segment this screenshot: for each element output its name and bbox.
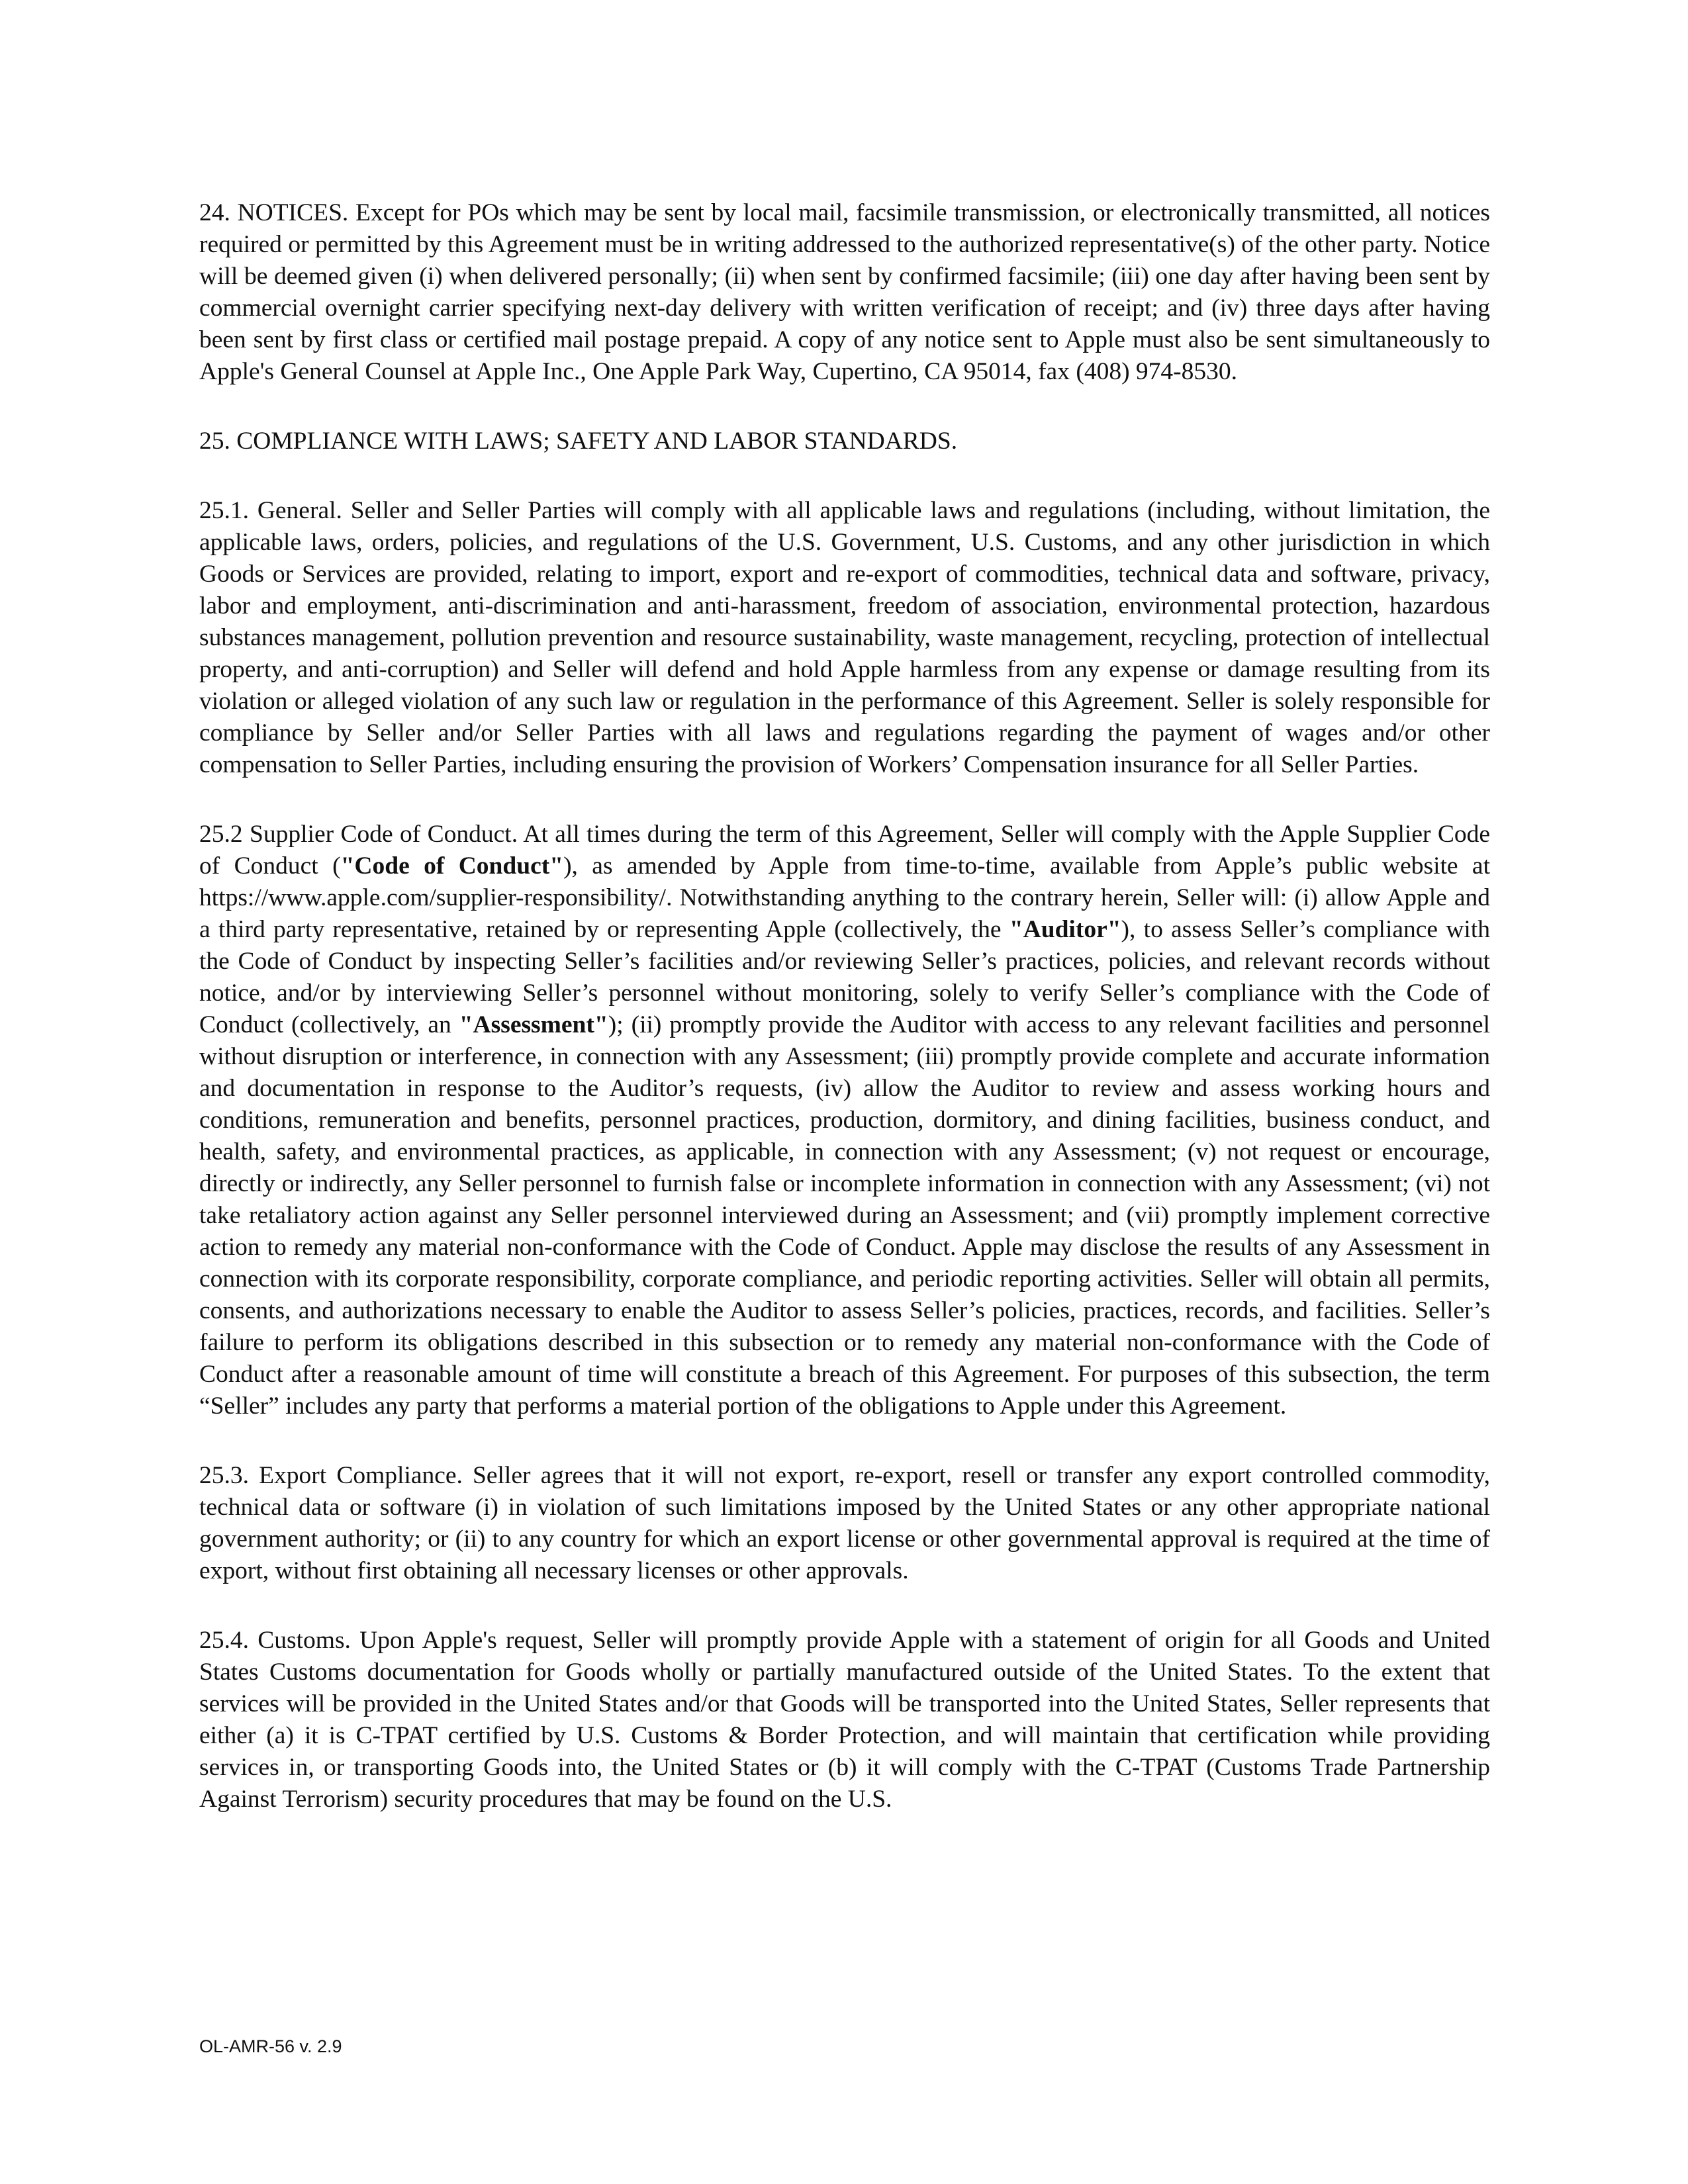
defined-term-code-of-conduct: "Code of Conduct" — [340, 852, 564, 880]
supplier-code-text-4: ); (ii) promptly provide the Auditor with access to any relevant facilities and personnel without disruption or interference, in connection with any Assessment; (iii) promptly provide complete and accurate information and documentation in response to the Auditor’s requests, (iv) allow the Auditor to review and assess working hours and conditions, remuneration and benefits, personnel practices, production, dormitory, and dining facilities, business conduct, and health, safety, and environmental practices, as applicable, in connection with any Assessment; (v) not request or encourage, directly or indirectly, any Seller personnel to furnish false or incomplete information in connection with any Assessment; (vi) not take retaliatory action against any Seller personnel interviewed during an Assessment; and (vii) promptly implement corrective action to remedy any material non-conformance with the Code of Conduct. Apple may disclose the results of any Assessment in connection with its corporate responsibility, corporate compliance, and periodic reporting activities. Seller will obtain all permits, consents, and authorizations necessary to enable the Auditor to assess Seller’s policies, practices, records, and facilities. Seller’s failure to perform its obligations described in this subsection or to remedy any material non-conformance with the Code of Conduct after a reasonable amount of time will constitute a breach of this Agreement. For purposes of this subsection, the term “Seller” includes any party that performs a material portion of the obligations to Apple under this Agreement. — [199, 1011, 1490, 1420]
section-25-4-customs: 25.4. Customs. Upon Apple's request, Seller will promptly provide Apple with a statement of origin for all Goods and United States Customs documentation for Goods wholly or partially manufactured outside of the United States. To the extent that services will be provided in the United States and/or that Goods will be transported into the United States, Seller represents that either (a) it is C-TPAT certified by U.S. Customs & Border Protection, and will maintain that certification while providing services in, or transporting Goods into, the United States or (b) it will comply with the C-TPAT (Customs Trade Partnership Against Terrorism) security procedures that may be found on the U.S. — [199, 1627, 1490, 1813]
supplier-code-text-2: ), as amended by Apple from time-to-time, available from Apple’s public website at https://www.apple.com/supplier-responsibility/. Notwithstanding anything to the contrary herein, Seller will: (i) allow Apple and a third party representative, retained by or representing Apple (collectively, the — [199, 852, 1490, 943]
supplier-code-text-1: 25.2 Supplier Code of Conduct. At all times during the term of this Agreement, Seller will comply with the Apple Supplier Code of Conduct ( — [199, 821, 1490, 880]
section-25-2-supplier-code-of-conduct — [199, 819, 1490, 1422]
document-body — [199, 197, 1490, 1853]
supplier-code-text-3: ), to assess Seller’s compliance with the Code of Conduct by inspecting Seller’s facilities and/or reviewing Seller’s practices, policies, and relevant records without notice, and/or by interviewing Seller’s personnel without monitoring, solely to verify Seller’s compliance with the Code of Conduct (collectively, an — [199, 916, 1490, 1038]
section-25-3-export-compliance: 25.3. Export Compliance. Seller agrees that it will not export, re-export, resell or transfer any export controlled commodity, technical data or software (i) in violation of such limitations imposed by the United States or any other appropriate national government authority; or (ii) to any country for which an export license or other governmental approval is required at the time of export, without first obtaining all necessary licenses or other approvals. — [199, 1462, 1490, 1584]
defined-term-auditor: "Auditor" — [1009, 916, 1121, 943]
section-25-heading: 25. COMPLIANCE WITH LAWS; SAFETY AND LABOR STANDARDS. — [199, 428, 958, 455]
section-24-notices: 24. NOTICES. Except for POs which may be sent by local mail, facsimile transmission, or electronically transmitted, all notices required or permitted by this Agreement must be in writing addressed to the authorized representative(s) of the other party. Notice will be deemed given (i) when delivered personally; (ii) when sent by confirmed facsimile; (iii) one day after having been sent by commercial overnight carrier specifying next-day delivery with written verification of receipt; and (iv) three days after having been sent by first class or certified mail postage prepaid. A copy of any notice sent to Apple must also be sent simultaneously to Apple's General Counsel at Apple Inc., One Apple Park Way, Cupertino, CA 95014, fax (408) 974-8530. — [199, 199, 1490, 385]
section-25-1-general: 25.1. General. Seller and Seller Parties will comply with all applicable laws and regulations (including, without limitation, the applicable laws, orders, policies, and regulations of the U.S. Government, U.S. Customs, and any other jurisdiction in which Goods or Services are provided, relating to import, export and re-export of commodities, technical data and software, privacy, labor and employment, anti-discrimination and anti-harassment, freedom of association, environmental protection, hazardous substances management, pollution prevention and resource sustainability, waste management, recycling, protection of intellectual property, and anti-corruption) and Seller will defend and hold Apple harmless from any expense or damage resulting from its violation or alleged violation of any such law or regulation in the performance of this Agreement. Seller is solely responsible for compliance by Seller and/or Seller Parties with all laws and regulations regarding the payment of wages and/or other compensation to Seller Parties, including ensuring the provision of Workers’ Compensation insurance for all Seller Parties. — [199, 497, 1490, 778]
defined-term-assessment: "Assessment" — [459, 1011, 608, 1038]
document-footer: OL-AMR-56 v. 2.9 — [199, 2036, 342, 2056]
